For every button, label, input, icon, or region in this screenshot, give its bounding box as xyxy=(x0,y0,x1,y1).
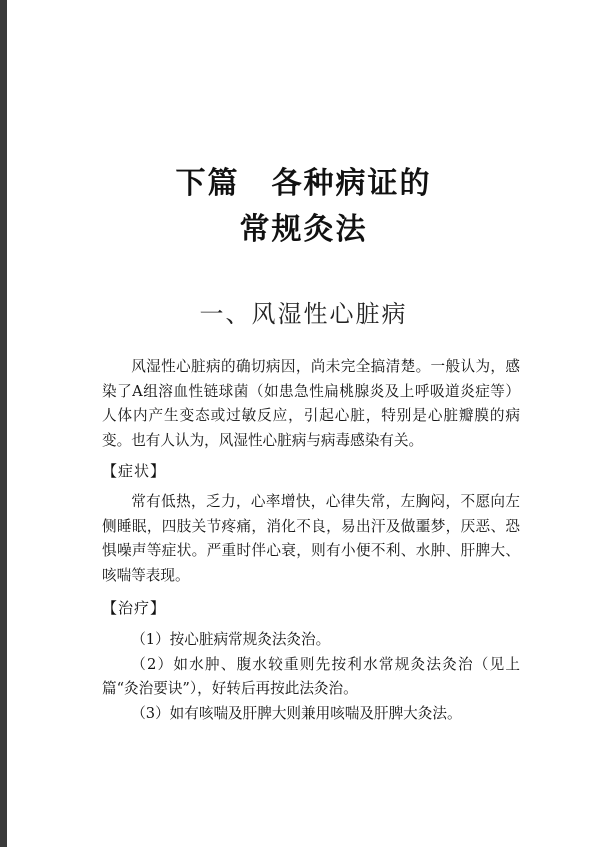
intro-paragraph: 风湿性心脏病的确切病因，尚未完全搞清楚。一般认为，感染了A组溶血性链球菌（如患急性扁桃腺炎及上呼吸道炎症等）人体内产生变态或过敏反应，引起心脏，特别是心脏瓣膜的病变。也有人认为，风湿性心脏病与病毒感染有关。 xyxy=(102,358,520,449)
treatment-item-3: （3）如有咳喘及肝脾大则兼用咳喘及肝脾大灸法。 xyxy=(131,704,462,722)
chapter-title-line-2: 常规灸法 xyxy=(239,212,368,247)
treatment-item-2: （2）如水肿、腹水较重则先按利水常规灸法灸治（见上篇“灸治要诀”），好转后再按此法灸治。 xyxy=(102,655,520,697)
treatment-list xyxy=(102,628,520,726)
section-title: 一、风湿性心脏病 xyxy=(199,300,408,328)
treatment-item-1: （1）按心脏病常规灸法灸治。 xyxy=(131,631,331,648)
symptoms-heading: 【症状】 xyxy=(102,462,167,480)
page-left-edge xyxy=(0,0,7,847)
document-page xyxy=(7,0,600,847)
symptoms-paragraph: 常有低热，乏力，心率增快，心律失常，左胸闷，不愿向左侧睡眠，四肢关节疼痛，消化不良，易出汗及做噩梦，厌恶、恐惧噪声等症状。严重时伴心衰，则有小便不利、水肿、肝脾大、咳喘等表现。 xyxy=(102,493,520,584)
chapter-title-line-1: 下篇 各种病证的 xyxy=(175,166,432,201)
treatment-heading: 【治疗】 xyxy=(102,599,167,617)
